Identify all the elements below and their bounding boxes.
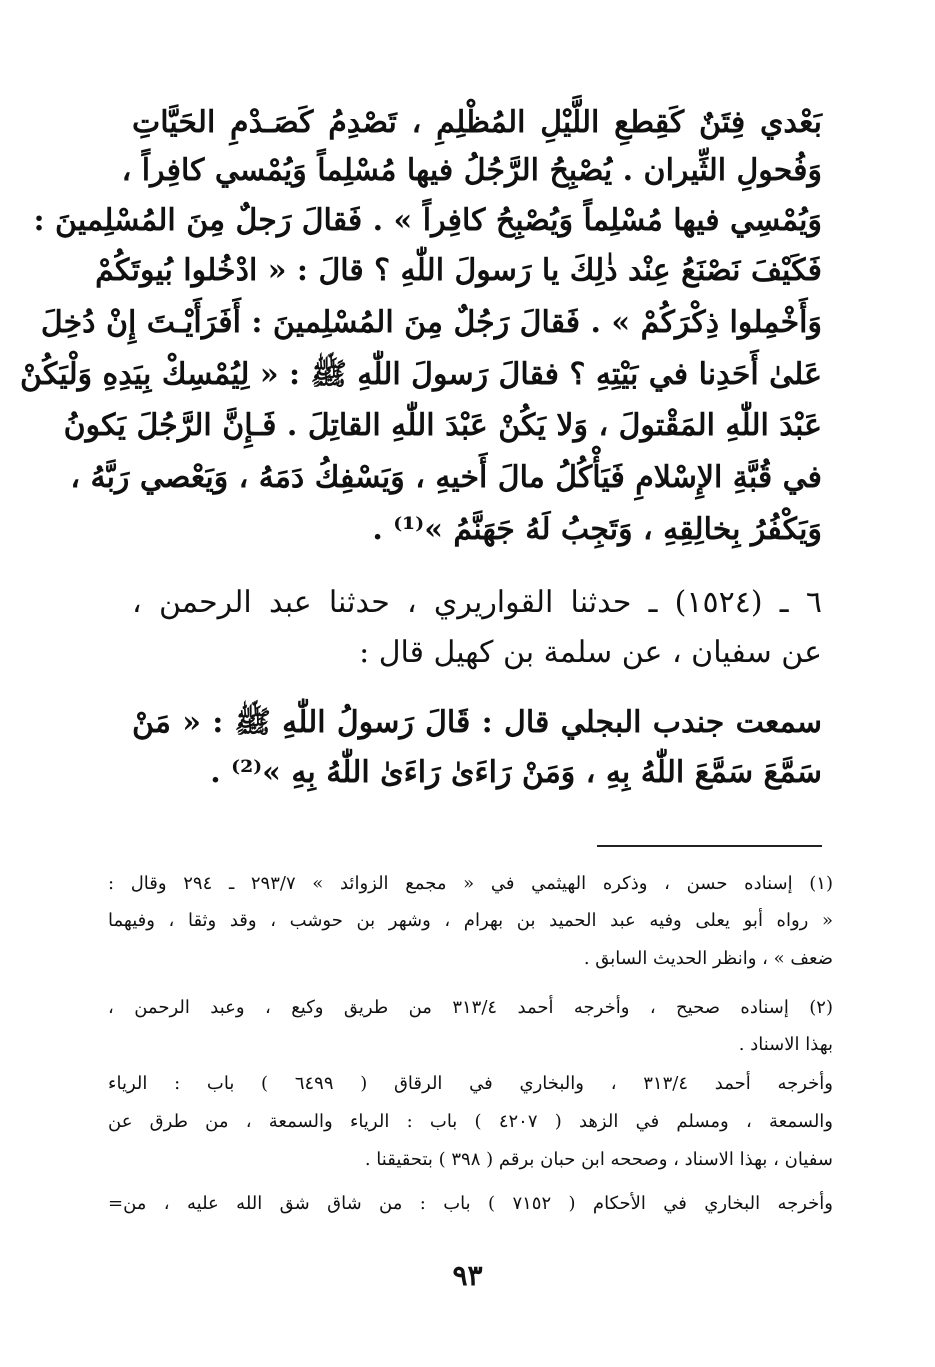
page-number: ٩٣ — [452, 1259, 483, 1292]
footnote-line: والسمعة ، ومسلم في الزهد ( ٤٢٠٧ ) باب : الرياء والسمعة ، من طرق عن — [108, 1111, 833, 1132]
hadith-line: وَأَخْمِلوا ذِكْرَكُمْ » . فَقالَ رَجُلٌ مِنَ المُسْلِمينَ : أَفَرَأَيْـتَ إِنْ دُخِلَ — [40, 305, 822, 340]
footnote-line: وأخرجه أحمد ٣١٣/٤ ، والبخاري في الرقاق ( ٦٤٩٩ ) باب : الرياء — [108, 1073, 833, 1094]
hadith2-line: سَمَّعَ سَمَّعَ اللّٰهُ بِهِ ، وَمَنْ رَاءَىٰ رَاءَىٰ اللّٰهُ بِهِ »⁽²⁾ . — [210, 755, 822, 790]
isnad-line: عن سفيان ، عن سلمة بن كهيل قال : — [359, 635, 822, 670]
hadith2-line: سمعت جندب البجلي قال : قَالَ رَسولُ اللّٰهِ ﷺ : « مَنْ — [132, 705, 822, 740]
footnote-line: سفيان ، بهذا الاسناد ، وصححه ابن حبان برقم ( ٣٩٨ ) بتحقيقنا . — [364, 1149, 833, 1170]
isnad-line: ٦ ـ (١٥٢٤) ـ حدثنا القواريري ، حدثنا عبد الرحمن ، — [132, 585, 822, 620]
footnote-line: « رواه أبو يعلى وفيه عبد الحميد بن بهرام ، وشهر بن حوشب ، وقد وثقا ، وفيهما — [108, 910, 833, 931]
footnote-line: ضعف » ، وانظر الحديث السابق . — [583, 948, 833, 969]
hadith-line: في قُبَّةِ الإِسْلامِ فَيَأْكُلُ مالَ أَخيهِ ، وَيَسْفِكُ دَمَهُ ، وَيَعْصي رَبَّهُ ، — [70, 460, 822, 495]
footnote-line: (١) إسناده حسن ، وذكره الهيثمي في « مجمع الزوائد » ٢٩٣/٧ ـ ٢٩٤ وقال : — [108, 873, 833, 894]
hadith-line: عَلىٰ أَحَدِنا في بَيْتِهِ ؟ فقالَ رَسولَ اللّٰهِ ﷺ : « لِيُمْسِكْ بِيَدِهِ وَلْيَكُنْ — [19, 357, 822, 392]
footnote-separator — [597, 845, 822, 847]
hadith-line: وَيَكْفُرُ بِخالِقِهِ ، وَتَجِبُ لَهُ جَهَنَّمُ »⁽¹⁾ . — [372, 512, 822, 547]
footnote-line: (٢) إسناده صحيح ، وأخرجه أحمد ٣١٣/٤ من طريق وكيع ، وعبد الرحمن ، — [108, 997, 833, 1018]
footnote-line: وأخرجه البخاري في الأحكام ( ٧١٥٢ ) باب : من شاق شق الله عليه ، من= — [108, 1193, 833, 1214]
hadith-line: بَعْدي فِتَنٌ كَقِطعِ اللَّيْلِ المُظْلِمِ ، تَصْدِمُ كَصَـدْمِ الحَيَّاتِ — [132, 105, 822, 140]
footnote-line: بهذا الاسناد . — [738, 1034, 833, 1055]
hadith-line: وَيُمْسِي فيها مُسْلِماً وَيُصْبِحُ كافِراً » . فَقالَ رَجلٌ مِنَ المُسْلِمينَ : — [33, 203, 822, 238]
hadith-line: وَفُحولِ الثِّيران . يُصْبِحُ الرَّجُلُ فيها مُسْلِماً وَيُمْسي كافِراً ، — [121, 153, 822, 188]
hadith-line: عَبْدَ اللّٰهِ المَقْتولَ ، وَلا يَكُنْ عَبْدَ اللّٰهِ القاتِلَ . فَـإِنَّ الرَّجُلَ يَكونُ — [63, 408, 822, 443]
hadith-line: فَكَيْفَ نَصْنَعُ عِنْد ذٰلِكَ يا رَسولَ اللّٰهِ ؟ قالَ : « ادْخُلوا بُيوتَكُمْ — [95, 253, 822, 288]
